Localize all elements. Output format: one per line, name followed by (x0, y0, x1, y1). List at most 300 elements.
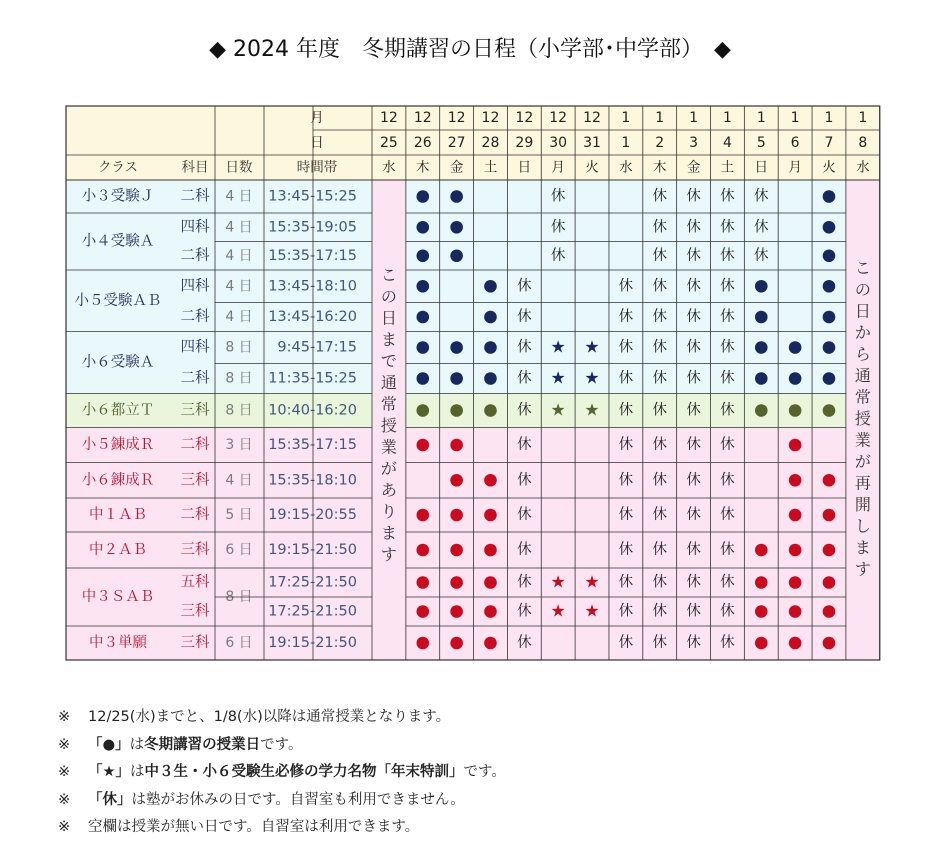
column-header: 日数 (225, 159, 253, 176)
holiday-mark: 休 (618, 339, 634, 356)
holiday-mark: 休 (652, 278, 667, 295)
holiday-mark: 休 (517, 437, 532, 453)
class-day-dot (450, 439, 463, 452)
class-name-cell: 小６都立Ｔ (81, 402, 155, 419)
time-cell: 15:35-17:15 (268, 437, 357, 453)
holiday-mark: 休 (720, 437, 735, 453)
note-text: は塾がお休みの日です。自習室も利用できません。 (131, 791, 465, 808)
month-cell: 12 (583, 110, 601, 126)
subject-cell: 四科 (180, 219, 210, 236)
holiday-mark: 休 (652, 603, 667, 620)
holiday-mark: 休 (720, 574, 735, 591)
column-header: クラス (97, 159, 139, 176)
class-day-dot (789, 637, 802, 650)
month-cell: 1 (689, 110, 699, 126)
days-count-cell: 8 日 (225, 589, 253, 605)
holiday-mark: 休 (652, 339, 667, 356)
weekday-cell: 日 (517, 159, 532, 176)
month-cell: 1 (858, 110, 868, 126)
days-count-cell: 4 日 (225, 188, 253, 205)
class-day-dot (416, 372, 429, 385)
side-note-char: こ (380, 265, 397, 285)
holiday-mark: 休 (618, 603, 634, 620)
holiday-mark: 休 (652, 309, 667, 325)
month-cell: 1 (756, 110, 766, 126)
holiday-mark: 休 (686, 635, 701, 651)
subject-cell: 四科 (180, 278, 210, 295)
month-cell: 12 (515, 110, 534, 126)
holiday-mark: 休 (618, 635, 634, 651)
class-day-dot (416, 637, 429, 650)
day-cell: 25 (380, 135, 398, 151)
notes-list (58, 704, 506, 842)
holiday-mark: 休 (720, 247, 735, 264)
class-day-dot (484, 311, 497, 324)
day-cell: 29 (515, 135, 534, 151)
class-day-dot (416, 509, 429, 522)
side-note-char: 再 (854, 473, 871, 493)
holiday-mark: 休 (686, 603, 701, 620)
day-cell: 2 (655, 135, 665, 151)
class-day-dot (484, 404, 497, 417)
holiday-mark: 休 (720, 542, 735, 558)
side-note-char: 業 (380, 437, 397, 457)
subject-cell: 二科 (180, 370, 210, 387)
note-item (58, 814, 506, 842)
class-day-dot (484, 605, 497, 618)
month-cell: 1 (621, 110, 631, 126)
day-cell: 3 (689, 135, 699, 151)
class-day-dot (755, 637, 768, 650)
note-text: 「休」 (88, 791, 132, 808)
subject-cell: 三科 (180, 603, 210, 620)
class-day-dot (484, 576, 497, 589)
month-cell: 12 (549, 110, 568, 126)
holiday-mark: 休 (754, 188, 769, 205)
holiday-mark: 休 (618, 542, 634, 558)
holiday-mark: 休 (720, 339, 735, 356)
holiday-mark: 休 (686, 472, 701, 489)
days-count-cell: 4 日 (225, 219, 253, 236)
column-header: 時間帯 (296, 159, 338, 176)
holiday-mark: 休 (652, 437, 667, 453)
days-count-cell: 4 日 (225, 278, 253, 295)
subject-cell: 二科 (180, 188, 210, 205)
class-day-dot (416, 341, 429, 354)
class-day-dot (755, 544, 768, 557)
side-note-char: ま (380, 330, 397, 349)
holiday-mark: 休 (720, 219, 735, 236)
weekday-cell: 水 (856, 159, 870, 176)
class-day-dot (416, 439, 429, 452)
class-day-dot (416, 544, 429, 557)
holiday-mark: 休 (517, 278, 532, 295)
class-day-dot (789, 576, 802, 589)
note-text: です。 (463, 764, 506, 780)
side-note-char: で (380, 351, 397, 371)
days-count-cell: 4 日 (225, 309, 253, 325)
holiday-mark: 休 (720, 370, 735, 387)
class-name-cell: 小６錬成Ｒ (81, 472, 155, 489)
holiday-mark: 休 (720, 188, 735, 205)
days-count-cell: 5 日 (225, 507, 253, 523)
note-marker: ※ (58, 819, 71, 835)
class-name-cell: 小６受験Ａ (81, 354, 155, 371)
side-note-char: 常 (854, 387, 871, 407)
class-day-dot (789, 439, 802, 452)
special-training-star: ★ (550, 400, 566, 421)
subject-cell: 三科 (180, 542, 210, 558)
side-note-char: す (380, 545, 397, 564)
day-cell: 5 (756, 135, 766, 151)
day-cell: 28 (481, 135, 500, 151)
day-cell: 7 (824, 135, 834, 151)
subject-cell: 五科 (180, 574, 210, 591)
holiday-mark: 休 (754, 247, 769, 264)
time-cell: 17:25-21:50 (268, 574, 357, 591)
class-day-dot (416, 576, 429, 589)
days-count-cell: 8 日 (225, 370, 253, 387)
holiday-mark: 休 (517, 603, 532, 620)
side-note-char: こ (854, 258, 871, 278)
subject-cell: 四科 (180, 339, 210, 356)
note-text: 「●」 (88, 736, 130, 753)
days-count-cell: 6 日 (225, 635, 253, 651)
weekday-cell: 木 (416, 159, 430, 176)
class-day-dot (450, 576, 463, 589)
class-day-dot (450, 249, 463, 262)
holiday-mark: 休 (686, 402, 701, 419)
holiday-mark: 休 (652, 574, 667, 591)
holiday-mark: 休 (720, 402, 735, 419)
class-day-dot (823, 544, 836, 557)
class-day-dot (416, 404, 429, 417)
time-cell: 15:35-19:05 (268, 219, 357, 236)
side-note-char: 日 (380, 308, 397, 328)
note-text: 冬期講習の授業日 (144, 736, 261, 753)
class-day-dot (484, 637, 497, 650)
class-day-dot (823, 190, 836, 203)
note-text: 「★」 (88, 764, 130, 780)
time-cell: 13:45-16:20 (268, 309, 357, 325)
holiday-mark: 休 (720, 635, 735, 651)
class-day-dot (484, 372, 497, 385)
holiday-mark: 休 (720, 309, 735, 325)
time-cell: 9:45-17:15 (277, 339, 357, 356)
class-day-dot (450, 372, 463, 385)
holiday-mark: 休 (720, 472, 735, 489)
side-note-char: 授 (380, 416, 397, 435)
time-cell: 10:40-16:20 (268, 402, 357, 419)
holiday-mark: 休 (550, 219, 566, 236)
class-day-dot (823, 576, 836, 589)
special-training-star: ★ (550, 572, 566, 593)
class-day-dot (755, 311, 768, 324)
holiday-mark: 休 (686, 309, 701, 325)
time-cell: 15:35-17:15 (268, 247, 357, 264)
holiday-mark: 休 (720, 507, 735, 523)
days-count-cell: 3 日 (225, 437, 253, 453)
class-name-cell: 小５受験ＡＢ (74, 292, 162, 309)
weekday-cell: 木 (652, 159, 667, 176)
days-count-cell: 6 日 (225, 542, 253, 558)
special-training-star: ★ (584, 601, 600, 622)
special-training-star: ★ (550, 601, 566, 622)
holiday-mark: 休 (686, 574, 701, 591)
class-day-dot (789, 509, 802, 522)
class-day-dot (484, 341, 497, 354)
subject-cell: 二科 (180, 507, 210, 523)
class-day-dot (789, 605, 802, 618)
day-cell: 6 (790, 135, 800, 151)
side-note-char: 授 (854, 409, 871, 428)
holiday-mark: 休 (652, 219, 667, 236)
class-day-dot (416, 605, 429, 618)
class-name-cell: 中２ＡＢ (89, 542, 147, 558)
weekday-cell: 土 (483, 159, 498, 176)
side-note-char: の (854, 280, 871, 299)
page-title: ◆ 2024 年度 冬期講習の日程（小学部･中学部） ◆ (209, 37, 731, 62)
subject-cell: 二科 (180, 309, 210, 325)
class-day-dot (450, 404, 463, 417)
holiday-mark: 休 (652, 542, 667, 558)
time-cell: 11:35-15:25 (268, 370, 357, 387)
day-cell: 4 (722, 135, 732, 151)
note-marker: ※ (58, 791, 71, 808)
holiday-mark: 休 (517, 309, 532, 325)
class-day-dot (755, 280, 768, 293)
time-cell: 17:25-21:50 (268, 603, 357, 620)
side-note-char: 開 (854, 495, 871, 514)
class-day-dot (755, 404, 768, 417)
note-text: 12/25(水)までと、1/8(水)以降は通常授業となります。 (88, 709, 451, 725)
holiday-mark: 休 (686, 339, 701, 356)
class-day-dot (823, 637, 836, 650)
holiday-mark: 休 (517, 542, 532, 558)
class-day-dot (450, 509, 463, 522)
time-cell: 13:45-15:25 (268, 188, 357, 205)
side-note-char: 日 (854, 301, 871, 321)
note-text: です。 (260, 736, 303, 753)
holiday-mark: 休 (517, 339, 532, 356)
holiday-mark: 休 (618, 278, 634, 295)
side-note-char: ま (854, 538, 871, 557)
class-day-dot (484, 474, 497, 487)
class-day-dot (789, 544, 802, 557)
holiday-mark: 休 (517, 635, 532, 651)
side-note-char: 常 (380, 394, 397, 414)
side-note-char: ら (854, 344, 871, 364)
class-day-dot (823, 372, 836, 385)
class-day-dot (789, 404, 802, 417)
time-cell: 19:15-21:50 (268, 635, 357, 651)
holiday-mark: 休 (618, 309, 634, 325)
class-name-cell: 中３単願 (89, 635, 147, 651)
holiday-mark: 休 (618, 402, 634, 419)
class-day-dot (450, 637, 463, 650)
class-day-dot (450, 221, 463, 234)
special-training-star: ★ (550, 337, 566, 358)
class-day-dot (755, 372, 768, 385)
holiday-mark: 休 (720, 278, 735, 295)
note-marker: ※ (58, 736, 71, 753)
month-cell: 1 (790, 110, 800, 126)
month-label: 月 (310, 110, 324, 126)
class-name-cell: 小３受験Ｊ (81, 188, 155, 205)
holiday-mark: 休 (618, 370, 634, 387)
time-cell: 13:45-18:10 (268, 278, 357, 295)
note-item (58, 759, 506, 787)
special-training-star: ★ (550, 368, 566, 389)
holiday-mark: 休 (686, 437, 701, 453)
holiday-mark: 休 (652, 402, 667, 419)
subject-cell: 二科 (180, 247, 210, 264)
holiday-mark: 休 (754, 219, 769, 236)
special-training-star: ★ (584, 572, 600, 593)
holiday-mark: 休 (652, 472, 667, 489)
day-cell: 30 (549, 135, 568, 151)
note-marker: ※ (58, 709, 71, 725)
holiday-mark: 休 (652, 507, 667, 523)
class-day-dot (416, 221, 429, 234)
note-item (58, 704, 506, 732)
class-name-cell: 中１ＡＢ (89, 507, 147, 523)
day-cell: 1 (621, 135, 631, 151)
holiday-mark: 休 (517, 472, 532, 489)
class-day-dot (416, 311, 429, 324)
class-day-dot (823, 474, 836, 487)
month-cell: 1 (824, 110, 834, 126)
holiday-mark: 休 (550, 188, 566, 205)
day-cell: 27 (447, 135, 466, 151)
side-note-char: 通 (854, 366, 871, 385)
holiday-mark: 休 (686, 247, 701, 264)
month-cell: 12 (413, 110, 432, 126)
class-day-dot (450, 605, 463, 618)
class-day-dot (823, 221, 836, 234)
side-note-char: り (380, 502, 397, 521)
weekday-cell: 金 (449, 159, 464, 176)
side-note-char: 業 (854, 430, 871, 450)
holiday-mark: 休 (618, 437, 634, 453)
side-note-char: す (854, 559, 871, 579)
holiday-mark: 休 (686, 219, 701, 236)
class-day-dot (484, 544, 497, 557)
holiday-mark: 休 (618, 574, 634, 591)
class-day-dot (823, 341, 836, 354)
weekday-cell: 月 (788, 159, 802, 176)
side-note-char: が (380, 459, 397, 478)
column-header: 科目 (181, 159, 209, 176)
class-day-dot (450, 190, 463, 203)
side-note-char: ま (380, 523, 397, 543)
class-day-dot (755, 341, 768, 354)
month-cell: 12 (380, 110, 398, 126)
days-count-cell: 4 日 (225, 247, 253, 264)
weekday-cell: 土 (720, 159, 735, 176)
holiday-mark: 休 (618, 507, 634, 523)
class-day-dot (450, 544, 463, 557)
month-cell: 12 (447, 110, 466, 126)
month-cell: 12 (481, 110, 500, 126)
side-note-char: の (380, 287, 397, 306)
right-side-note (855, 259, 871, 579)
time-cell: 19:15-21:50 (268, 542, 357, 558)
side-note-char: か (854, 323, 871, 342)
class-day-dot (416, 190, 429, 203)
holiday-mark: 休 (686, 188, 701, 205)
holiday-mark: 休 (652, 247, 667, 264)
class-day-dot (823, 249, 836, 262)
note-text: は (130, 764, 145, 780)
holiday-mark: 休 (517, 370, 532, 387)
class-day-dot (416, 249, 429, 262)
class-day-dot (484, 280, 497, 293)
day-label: 日 (310, 135, 324, 151)
class-day-dot (484, 509, 497, 522)
class-day-dot (823, 404, 836, 417)
note-text: 中３生・小６受験生必修の学力名物「年末特訓」 (144, 764, 464, 780)
weekday-cell: 日 (754, 159, 769, 176)
time-cell: 15:35-18:10 (268, 472, 357, 489)
holiday-mark: 休 (517, 402, 532, 419)
class-day-dot (755, 576, 768, 589)
class-day-dot (789, 372, 802, 385)
holiday-mark: 休 (720, 603, 735, 620)
subject-cell: 三科 (180, 635, 210, 651)
days-count-cell: 8 日 (225, 339, 253, 356)
day-cell: 31 (583, 135, 601, 151)
note-text: は (129, 736, 145, 753)
class-name-cell: 小５錬成Ｒ (81, 437, 155, 453)
note-item (58, 787, 506, 815)
special-training-star: ★ (584, 337, 600, 358)
holiday-mark: 休 (517, 574, 532, 591)
class-day-dot (789, 474, 802, 487)
side-note-char: が (854, 452, 871, 471)
holiday-mark: 休 (517, 507, 532, 523)
class-day-dot (823, 509, 836, 522)
weekday-cell: 月 (551, 159, 565, 176)
class-name-cell: 中３ＳＡＢ (81, 589, 155, 605)
class-day-dot (789, 341, 802, 354)
side-note-char: し (854, 516, 871, 536)
class-day-dot (416, 280, 429, 293)
note-marker: ※ (58, 764, 71, 780)
weekday-cell: 火 (822, 159, 836, 176)
special-training-star: ★ (584, 368, 600, 389)
holiday-mark: 休 (618, 472, 634, 489)
class-day-dot (450, 474, 463, 487)
time-cell: 19:15-20:55 (268, 507, 357, 523)
month-cell: 1 (655, 110, 665, 126)
subject-cell: 三科 (180, 402, 210, 419)
weekday-cell: 金 (686, 159, 701, 176)
day-cell: 26 (413, 135, 432, 151)
month-cell: 1 (722, 110, 732, 126)
weekday-cell: 水 (382, 159, 396, 176)
side-note-char: あ (380, 480, 397, 500)
holiday-mark: 休 (686, 370, 701, 387)
class-day-dot (823, 605, 836, 618)
holiday-mark: 休 (686, 542, 701, 558)
holiday-mark: 休 (550, 247, 566, 264)
note-item (58, 732, 506, 760)
days-count-cell: 8 日 (225, 402, 253, 419)
holiday-mark: 休 (686, 507, 701, 523)
holiday-mark: 休 (686, 278, 701, 295)
weekday-cell: 水 (619, 159, 633, 176)
